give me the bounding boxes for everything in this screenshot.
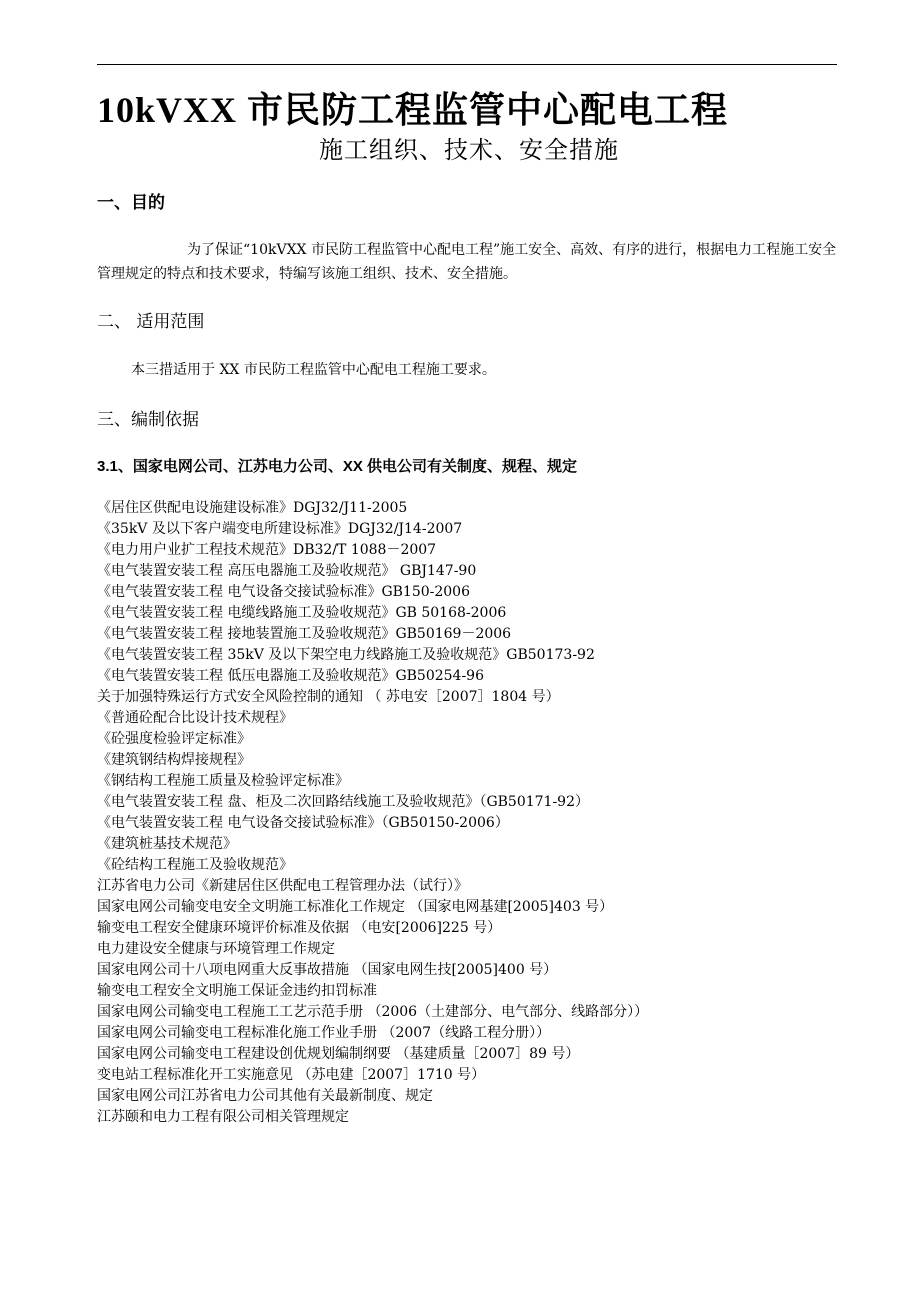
reference-item: 输变电工程安全文明施工保证金违约扣罚标准 <box>97 983 377 999</box>
reference-item: 变电站工程标准化开工实施意见 （苏电建［2007］1710 号） <box>97 1067 486 1083</box>
section-paragraph-purpose <box>97 238 839 286</box>
header-rule <box>97 64 837 65</box>
section-heading-purpose: 一、目的 <box>97 193 165 213</box>
reference-item: 《砼结构工程施工及验收规范》 <box>97 857 293 873</box>
reference-item: 《钢结构工程施工质量及检验评定标准》 <box>97 773 349 789</box>
reference-item: 《电气装置安装工程 接地装置施工及验收规范》GB50169－2006 <box>97 626 512 642</box>
reference-item: 关于加强特殊运行方式安全风险控制的通知 （ 苏电安［2007］1804 号） <box>97 689 560 705</box>
reference-item: 江苏省电力公司《新建居住区供配电工程管理办法（试行）》 <box>97 878 468 894</box>
reference-item: 《电气装置安装工程 电缆线路施工及验收规范》GB 50168-2006 <box>97 605 507 621</box>
reference-item: 《居住区供配电设施建设标准》DGJ32/J11-2005 <box>97 500 408 516</box>
document-subtitle: 施工组织、技术、安全措施 <box>319 136 619 164</box>
document-title: 10kVXX 市民防工程监管中心配电工程 <box>97 90 729 130</box>
reference-item: 《砼强度检验评定标准》 <box>97 731 251 747</box>
reference-item: 《电气装置安装工程 高压电器施工及验收规范》 GBJ147-90 <box>97 563 477 579</box>
reference-item: 《普通砼配合比设计技术规程》 <box>97 710 293 726</box>
section-heading-basis: 三、编制依据 <box>97 410 199 430</box>
reference-item: 国家电网公司输变电工程施工工艺示范手册 （2006（土建部分、电气部分、线路部分）） <box>97 1004 649 1020</box>
reference-item: 《电气装置安装工程 35kV 及以下架空电力线路施工及验收规范》GB50173-92 <box>97 647 595 663</box>
reference-item: 《电气装置安装工程 电气设备交接试验标准》（GB50150-2006） <box>97 815 509 831</box>
reference-item: 《35kV 及以下客户端变电所建设标准》DGJ32/J14-2007 <box>97 521 463 537</box>
reference-item: 《电气装置安装工程 低压电器施工及验收规范》GB50254-96 <box>97 668 485 684</box>
reference-item: 国家电网公司输变电安全文明施工标准化工作规定 （国家电网基建[2005]403 号） <box>97 899 614 915</box>
reference-item: 国家电网公司江苏省电力公司其他有关最新制度、规定 <box>97 1088 433 1104</box>
reference-item: 国家电网公司十八项电网重大反事故措施 （国家电网生技[2005]400 号） <box>97 962 558 978</box>
reference-item: 国家电网公司输变电工程标准化施工作业手册 （2007（线路工程分册）） <box>97 1025 551 1041</box>
reference-list <box>97 498 847 1128</box>
reference-item: 《建筑钢结构焊接规程》 <box>97 752 251 768</box>
reference-item: 输变电工程安全健康环境评价标准及依据 （电安[2006]225 号） <box>97 920 502 936</box>
reference-item: 《电力用户业扩工程技术规范》DB32/T 1088－2007 <box>97 542 437 558</box>
paragraph-text: 为了保证“10kVXX 市民防工程监管中心配电工程”施工安全、高效、有序的进行，根据电力工程施工安全管理规定的特点和技术要求，特编写该施工组织、技术、安全措施。 <box>97 242 837 282</box>
section-heading-scope: 二、 适用范围 <box>97 312 205 332</box>
section-subheading-basis: 3.1、国家电网公司、江苏电力公司、XX 供电公司有关制度、规程、规定 <box>97 458 578 475</box>
reference-item: 国家电网公司输变电工程建设创优规划编制纲要 （基建质量［2007］89 号） <box>97 1046 580 1062</box>
reference-item: 电力建设安全健康与环境管理工作规定 <box>97 941 335 957</box>
reference-item: 《电气装置安装工程 盘、柜及二次回路结线施工及验收规范》（GB50171-92） <box>97 794 590 810</box>
reference-item: 江苏颐和电力工程有限公司相关管理规定 <box>97 1109 349 1125</box>
reference-item: 《建筑桩基技术规范》 <box>97 836 237 852</box>
reference-item: 《电气装置安装工程 电气设备交接试验标准》GB150-2006 <box>97 584 471 600</box>
section-paragraph-scope: 本三措适用于 XX 市民防工程监管中心配电工程施工要求。 <box>131 362 496 378</box>
